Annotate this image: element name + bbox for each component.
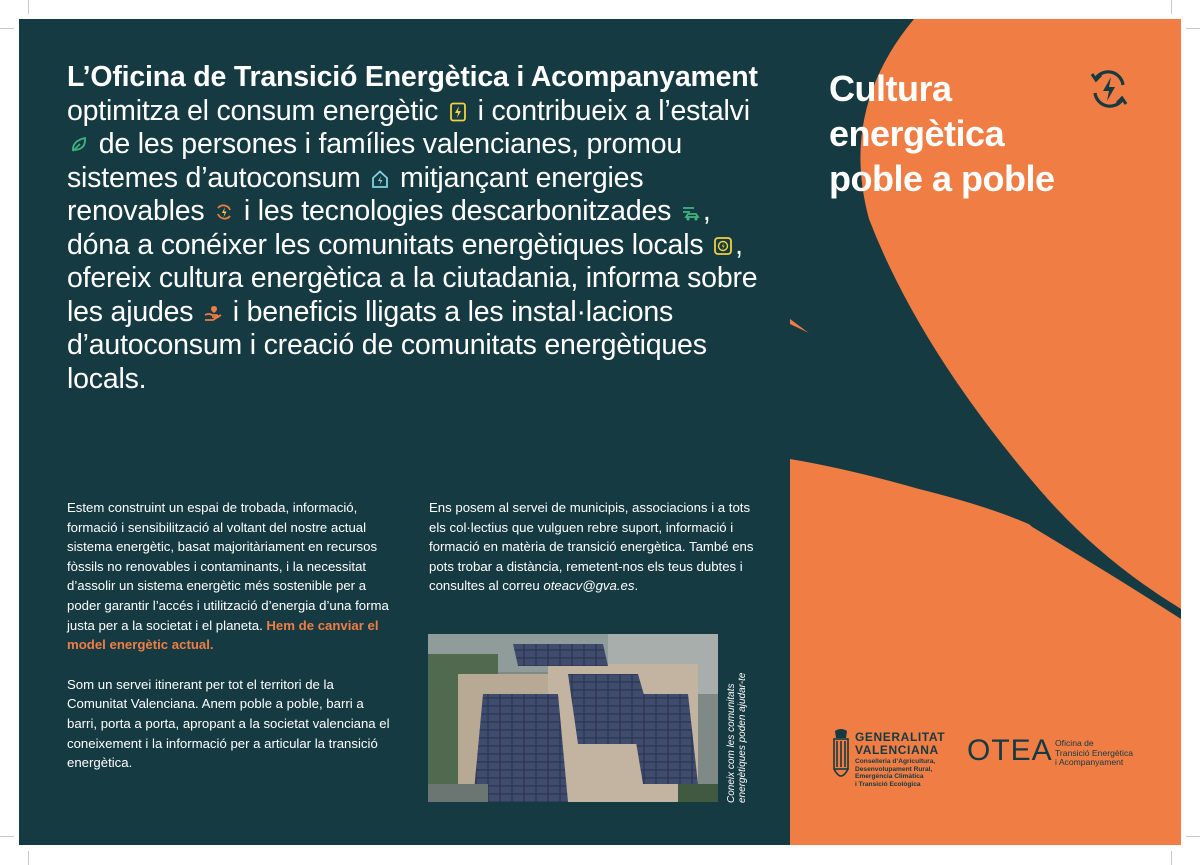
logo-text: Emergència Climàtica — [855, 773, 924, 781]
otea-full-name — [1055, 739, 1155, 768]
logo-text: Oficina de — [1055, 738, 1094, 748]
headline-text: i beneficis lligats a les instal·lacions d’autoconsum i creació de comunitats energètiques locals. — [67, 295, 707, 395]
generalitat-name — [855, 731, 945, 757]
electric-car-icon — [681, 202, 701, 222]
headline-text: optimitza el consum energètic — [67, 94, 439, 127]
body-text: Ens posem al servei de municipis, associacions i a tots els col·lectius que vulguen rebre suport, informació i formació en matèria de transició energètica. També ens pots trobar a distància, remetent-nos els teus dubtes i consultes al correu — [429, 500, 754, 594]
logo-text: i Transició Ecològica — [855, 780, 921, 788]
crop-mark — [0, 836, 14, 837]
crop-mark — [1186, 836, 1200, 837]
logo-text: VALENCIANA — [855, 743, 939, 757]
otea-logo — [967, 733, 1147, 773]
logo-text: Conselleria d’Agricultura, — [855, 758, 936, 765]
body-text: Estem construint un espai de trobada, informació, formació i sensibilització al voltant del nostre actual sistema energètic, basat majoritàriament en recursos fòssils no renovables i contaminants, i la necessitat d’assolir un sistema energètic més sostenible per a poder garantir l’accés i utilització d’energia d’una forma justa per a la societat i el planeta. — [67, 500, 389, 633]
body-paragraph-2: Som un servei itinerant per tot el territori de la Comunitat Valenciana. Anem poble a poble, barri a barri, porta a porta, apropant a la societat valenciana el coneixement i la informació per a articular la transició energètica. — [67, 676, 390, 771]
cover-title-line: poble a poble — [829, 158, 1055, 199]
cover-title-line: Cultura — [829, 68, 952, 109]
solar-roof-photo — [428, 634, 718, 802]
helping-hand-icon — [203, 303, 223, 323]
body-column-left — [67, 498, 393, 773]
body-column-right — [429, 498, 759, 596]
headline-text: , ofereix cultura energètica a la ciutadania, informa sobre les ajudes — [67, 228, 758, 328]
crop-mark — [1186, 28, 1200, 29]
energy-community-icon — [713, 236, 733, 256]
headline-text: mitjançant energies renovables — [67, 161, 644, 227]
body-paragraph-3 — [429, 498, 759, 596]
cover-title-line: energètica — [829, 113, 1005, 154]
email-link[interactable]: oteacv@gva.es — [543, 578, 635, 594]
headline-bold: L’Oficina de Transició Energètica i Acompanyament — [67, 61, 758, 93]
generalitat-valenciana-logo — [831, 727, 971, 799]
logo-text: GENERALITAT — [855, 730, 946, 744]
renewable-cycle-icon — [214, 202, 234, 222]
body-text: . — [634, 578, 639, 594]
intro-headline — [67, 61, 767, 396]
logo-text: Desenvolupament Rural, — [855, 765, 933, 773]
otea-wordmark: OTEA — [967, 734, 1053, 767]
crop-mark — [1171, 0, 1172, 14]
energy-document-icon — [448, 102, 468, 122]
photo-caption: Coneix com les comunitats energètiques poden ajudar-te — [726, 672, 748, 803]
highlight-statement: Hem de canviar el model energètic actual. — [67, 617, 379, 653]
crop-mark — [28, 851, 29, 865]
conselleria-name — [855, 758, 971, 788]
lightning-cycle-icon — [1085, 65, 1133, 113]
body-paragraph-1 — [67, 498, 393, 655]
logo-text: Transició Energètica — [1055, 747, 1134, 758]
crop-mark — [28, 0, 29, 14]
coat-of-arms-icon — [831, 729, 851, 785]
headline-text: de les persones i famílies valencianes, promou sistemes d’autoconsum — [67, 128, 682, 194]
solar-home-icon — [370, 169, 390, 189]
brochure-sheet — [19, 19, 1181, 845]
crop-mark — [0, 28, 14, 29]
crop-mark — [1171, 851, 1172, 865]
logo-text: i Acompanyament — [1055, 757, 1124, 768]
headline-text: , dóna a conéixer les comunitats energètiques locals — [67, 195, 711, 261]
cover-title — [829, 66, 1055, 201]
leaf-savings-icon — [69, 135, 89, 155]
headline-text: i contribueix a l’estalvi — [469, 94, 750, 127]
headline-text: i les tecnologies descarbonitzades — [236, 195, 672, 227]
